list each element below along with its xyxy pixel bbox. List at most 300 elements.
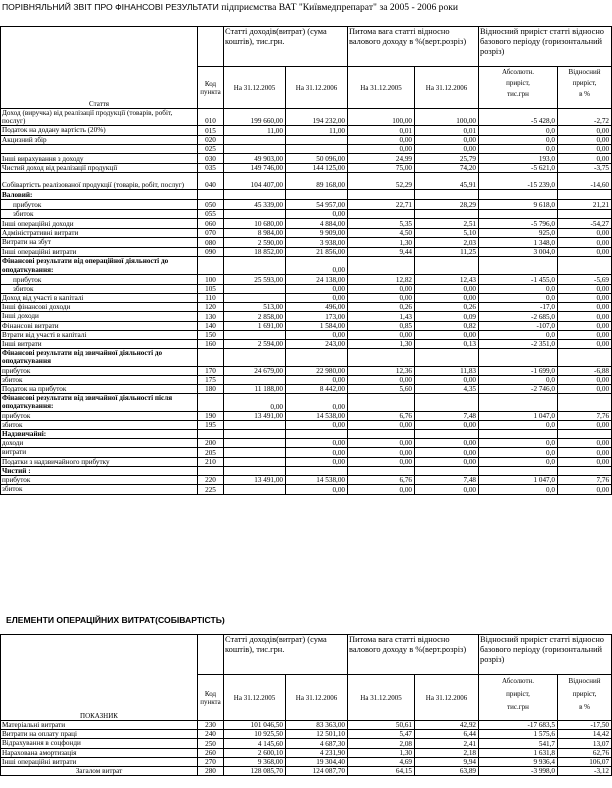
- cell-p2: 2,18: [415, 748, 479, 757]
- table-row: [1, 173, 612, 190]
- cell-abs: 0,0: [479, 126, 558, 135]
- cell-v2: 11,00: [286, 126, 348, 135]
- cell-v2: 83 363,00: [286, 721, 348, 730]
- table-row: [1, 366, 612, 375]
- cell-v2: 4 884,00: [286, 219, 348, 229]
- cell-p2: 0,00: [415, 485, 479, 494]
- row-label: Інші операційні витрати: [1, 757, 198, 766]
- cell-p1: [348, 210, 415, 219]
- cell-p1: 0,00: [348, 330, 415, 339]
- cell-p2: 12,43: [415, 274, 479, 284]
- header-absolute-sub: приріст,: [506, 79, 530, 87]
- cell-p1: 1,30: [348, 748, 415, 757]
- cell-code: 105: [198, 284, 224, 293]
- cell-code: 190: [198, 411, 224, 420]
- header-share-date-2005: На 31.12.2005: [348, 675, 415, 721]
- cell-p1: 6,76: [348, 411, 415, 420]
- table-row: [1, 294, 612, 303]
- cell-abs: [479, 210, 558, 219]
- cell-abs: -2 351,0: [479, 340, 558, 349]
- cell-p2: 11,25: [415, 247, 479, 256]
- table-row: [1, 247, 612, 256]
- header-absolute-label: Абсолютн.: [502, 677, 534, 685]
- cell-v2: [286, 349, 348, 366]
- cell-rel: -54,27: [558, 219, 612, 229]
- table-row: [1, 420, 612, 429]
- header-horizontal-growth: Відносний приріст статті відносно базового періоду (горизонтальний розріз): [479, 27, 612, 67]
- header-date-2005: На 31.12.2005: [224, 675, 286, 721]
- table-row: [1, 430, 612, 439]
- cell-v2: 496,00: [286, 303, 348, 312]
- cell-v1: [224, 457, 286, 466]
- row-label: прибуток: [1, 411, 198, 420]
- cell-p2: 2,03: [415, 238, 479, 247]
- cell-code: 170: [198, 366, 224, 375]
- header-absolute-label: Абсолютн.: [502, 68, 534, 76]
- table-row: [1, 256, 612, 274]
- cell-abs: -17 683,5: [479, 721, 558, 730]
- cell-v1: [224, 466, 286, 475]
- cell-v1: 2 600,10: [224, 748, 286, 757]
- table-row: [1, 394, 612, 411]
- cell-abs: 0,0: [479, 485, 558, 494]
- cell-v1: 101 046,50: [224, 721, 286, 730]
- cell-v2: 0,00: [286, 394, 348, 411]
- row-label: Чистий :: [1, 466, 198, 475]
- cell-v2: 3 938,00: [286, 238, 348, 247]
- header-amounts: Статті доходів(витрат) (сума коштів), тис.грн.: [224, 635, 348, 675]
- cell-rel: 0,00: [558, 144, 612, 153]
- cell-p1: 0,00: [348, 457, 415, 466]
- cell-p2: 0,00: [415, 457, 479, 466]
- cell-p2: [415, 394, 479, 411]
- cell-p1: 100,00: [348, 109, 415, 126]
- table-row: [1, 229, 612, 238]
- cell-abs: -2 746,0: [479, 385, 558, 394]
- cell-p2: 9,94: [415, 757, 479, 766]
- row-label: прибуток: [1, 274, 198, 284]
- cell-v2: 24 138,00: [286, 274, 348, 284]
- cell-abs: -1 699,0: [479, 366, 558, 375]
- cell-v1: 2 594,00: [224, 340, 286, 349]
- cell-p1: 6,76: [348, 476, 415, 485]
- table-row: [1, 748, 612, 757]
- cell-rel: 0,00: [558, 448, 612, 457]
- table-row: [1, 457, 612, 466]
- cell-v1: 18 852,00: [224, 247, 286, 256]
- cell-p2: 0,00: [415, 448, 479, 457]
- header-share-date-2006: На 31.12.2006: [415, 67, 479, 109]
- cell-p2: [415, 349, 479, 366]
- table-row: [1, 126, 612, 135]
- cell-abs: 0,0: [479, 439, 558, 448]
- cell-abs: 0,0: [479, 457, 558, 466]
- cell-code: 225: [198, 485, 224, 494]
- cell-v1: [224, 349, 286, 366]
- cell-p1: 22,71: [348, 200, 415, 210]
- table-row: [1, 210, 612, 219]
- cell-code: [198, 190, 224, 200]
- table-row: [1, 163, 612, 172]
- cell-p1: 0,00: [348, 485, 415, 494]
- cell-v2: 0,00: [286, 210, 348, 219]
- cell-rel: 0,00: [558, 284, 612, 293]
- cell-p2: [415, 430, 479, 439]
- cell-abs: 0,0: [479, 135, 558, 144]
- cell-rel: -3,12: [558, 767, 612, 776]
- cell-code: 270: [198, 757, 224, 766]
- cell-p2: 2,51: [415, 219, 479, 229]
- cell-v2: 9 909,00: [286, 229, 348, 238]
- cell-p1: 0,00: [348, 284, 415, 293]
- table-row: [1, 340, 612, 349]
- cell-v1: 13 491,00: [224, 476, 286, 485]
- cell-code: 015: [198, 126, 224, 135]
- table-row: [1, 721, 612, 730]
- cell-p1: 52,29: [348, 173, 415, 190]
- header-date-2006: На 31.12.2006: [286, 67, 348, 109]
- row-label: збиток: [1, 284, 198, 293]
- row-label: Інші операційні доходи: [1, 219, 198, 229]
- table-row: [1, 284, 612, 293]
- cell-rel: 0,00: [558, 238, 612, 247]
- cell-p1: 4,50: [348, 229, 415, 238]
- cell-v1: [224, 448, 286, 457]
- cell-v2: [286, 144, 348, 153]
- cell-rel: 14,42: [558, 730, 612, 739]
- cell-p1: 0,00: [348, 439, 415, 448]
- cell-p1: 0,00: [348, 420, 415, 429]
- cell-abs: 9 936,4: [479, 757, 558, 766]
- cell-abs: [479, 349, 558, 366]
- header-blank: [198, 27, 224, 67]
- cell-p2: 2,41: [415, 739, 479, 748]
- row-label: збиток: [1, 375, 198, 384]
- cell-rel: 0,00: [558, 135, 612, 144]
- cell-p2: 45,91: [415, 173, 479, 190]
- cell-v2: 0,00: [286, 420, 348, 429]
- cell-v1: 45 339,00: [224, 200, 286, 210]
- cell-v2: 124 087,70: [286, 767, 348, 776]
- header-amounts: Статті доходів(витрат) (сума коштів), тис.грн.: [224, 27, 348, 67]
- cell-p1: [348, 190, 415, 200]
- cell-p1: 64,15: [348, 767, 415, 776]
- row-label: Матеріальні витрати: [1, 721, 198, 730]
- cell-p2: 7,48: [415, 411, 479, 420]
- cell-v2: 14 538,00: [286, 411, 348, 420]
- cell-abs: -3 998,0: [479, 767, 558, 776]
- cell-code: 035: [198, 163, 224, 172]
- cell-abs: [479, 430, 558, 439]
- cell-code: 195: [198, 420, 224, 429]
- cell-code: 205: [198, 448, 224, 457]
- row-label: прибуток: [1, 200, 198, 210]
- cell-abs: 1 047,0: [479, 411, 558, 420]
- report-title-period: за 2005 - 2006 роки: [379, 2, 459, 13]
- cell-p1: [348, 394, 415, 411]
- row-label: Фінансові результати від звичайної діяльності до оподаткування: [1, 349, 198, 366]
- cell-abs: [479, 190, 558, 200]
- cell-rel: 7,76: [558, 411, 612, 420]
- table-row: [1, 200, 612, 210]
- header-code: Код пункта: [198, 675, 224, 721]
- cell-v2: 4 687,30: [286, 739, 348, 748]
- cell-p2: 0,00: [415, 439, 479, 448]
- cell-p2: 100,00: [415, 109, 479, 126]
- cell-abs: 193,0: [479, 153, 558, 163]
- cell-code: 025: [198, 144, 224, 153]
- cell-code: 055: [198, 210, 224, 219]
- cell-abs: [479, 394, 558, 411]
- cell-rel: 21,21: [558, 200, 612, 210]
- cell-v2: 54 957,00: [286, 200, 348, 210]
- cell-abs: 1 575,6: [479, 730, 558, 739]
- cell-p1: 12,82: [348, 274, 415, 284]
- cell-abs: 0,0: [479, 284, 558, 293]
- cell-rel: 0,00: [558, 247, 612, 256]
- cell-v2: 4 231,90: [286, 748, 348, 757]
- cell-p1: 5,47: [348, 730, 415, 739]
- cell-abs: 3 004,0: [479, 247, 558, 256]
- cell-p1: 24,99: [348, 153, 415, 163]
- cell-p2: 0,13: [415, 340, 479, 349]
- header-relative-unit: в %: [579, 90, 590, 98]
- cell-code: 080: [198, 238, 224, 247]
- cell-rel: 0,00: [558, 229, 612, 238]
- row-label: збиток: [1, 485, 198, 494]
- cell-rel: 0,00: [558, 439, 612, 448]
- cell-p2: 0,00: [415, 284, 479, 293]
- table-row: [1, 739, 612, 748]
- cell-rel: 0,00: [558, 420, 612, 429]
- cell-rel: -3,75: [558, 163, 612, 172]
- cell-rel: -5,69: [558, 274, 612, 284]
- cell-p1: 0,00: [348, 294, 415, 303]
- header-share-date-2005: На 31.12.2005: [348, 67, 415, 109]
- table-row: [1, 385, 612, 394]
- cell-p1: 1,30: [348, 238, 415, 247]
- cell-v2: 144 125,00: [286, 163, 348, 172]
- cell-v1: [224, 294, 286, 303]
- cell-v1: [224, 284, 286, 293]
- cell-p2: 0,00: [415, 294, 479, 303]
- cell-v1: [224, 135, 286, 144]
- cell-v2: 19 304,40: [286, 757, 348, 766]
- cell-code: 230: [198, 721, 224, 730]
- report-title-main: ПОРІВНЯЛЬНИЙ ЗВІТ ПРО ФІНАНСОВІ РЕЗУЛЬТАТИ: [2, 2, 219, 12]
- cell-abs: 0,0: [479, 294, 558, 303]
- header-absolute-growth: [479, 67, 558, 109]
- cell-v1: 49 903,00: [224, 153, 286, 163]
- cell-code: 220: [198, 476, 224, 485]
- cell-v1: 10 925,50: [224, 730, 286, 739]
- cell-abs: 1 348,0: [479, 238, 558, 247]
- cell-v1: 11 188,00: [224, 385, 286, 394]
- cell-abs: 9 618,0: [479, 200, 558, 210]
- cell-abs: -5 621,0: [479, 163, 558, 172]
- financial-results-table: [0, 26, 612, 495]
- cell-code: 120: [198, 303, 224, 312]
- table-row: [1, 312, 612, 321]
- cell-code: 060: [198, 219, 224, 229]
- cell-v2: 1 584,00: [286, 321, 348, 330]
- cell-abs: -15 239,0: [479, 173, 558, 190]
- cell-code: 280: [198, 767, 224, 776]
- header-date-2006: На 31.12.2006: [286, 675, 348, 721]
- table-row: [1, 476, 612, 485]
- cell-code: 250: [198, 739, 224, 748]
- cell-code: 150: [198, 330, 224, 339]
- table-row: [1, 730, 612, 739]
- cell-p2: 5,10: [415, 229, 479, 238]
- cell-abs: 0,0: [479, 448, 558, 457]
- header-relative-label: Відносний: [568, 68, 601, 76]
- cell-abs: 1 631,8: [479, 748, 558, 757]
- cell-p2: 0,09: [415, 312, 479, 321]
- row-label: Відрахування в соцфонди: [1, 739, 198, 748]
- cell-rel: 13,07: [558, 739, 612, 748]
- cell-p1: 50,61: [348, 721, 415, 730]
- report-title: [2, 2, 612, 13]
- cell-v1: [224, 256, 286, 274]
- cell-rel: -14,60: [558, 173, 612, 190]
- cell-v1: 25 593,00: [224, 274, 286, 284]
- cell-v1: 24 679,00: [224, 366, 286, 375]
- header-date-2005: На 31.12.2005: [224, 67, 286, 109]
- row-label: Інші вирахування з доходу: [1, 153, 198, 163]
- row-label: Витрати на збут: [1, 238, 198, 247]
- cell-p1: 9,44: [348, 247, 415, 256]
- cell-rel: 0,00: [558, 303, 612, 312]
- cell-rel: 0,00: [558, 457, 612, 466]
- cell-p1: 0,00: [348, 375, 415, 384]
- cell-abs: [479, 466, 558, 475]
- table-row: [1, 144, 612, 153]
- cell-v1: 128 085,70: [224, 767, 286, 776]
- row-label: Загалом витрат: [1, 767, 198, 776]
- row-label: Чистий доход від реалізації продукції: [1, 163, 198, 172]
- cell-p2: 0,26: [415, 303, 479, 312]
- header-blank: [1, 27, 198, 67]
- cell-p1: 0,00: [348, 135, 415, 144]
- cell-v2: 0,00: [286, 294, 348, 303]
- cell-p1: [348, 256, 415, 274]
- row-label: Собівартість реалізованої продукції (товарів, робіт, послуг): [1, 173, 198, 190]
- cell-p1: 0,26: [348, 303, 415, 312]
- header-absolute-unit: тис.грн: [507, 90, 529, 98]
- cell-code: 260: [198, 748, 224, 757]
- cell-p2: [415, 210, 479, 219]
- cell-p1: [348, 466, 415, 475]
- header-indicator: ПОКАЗНИК: [1, 675, 198, 721]
- cell-v1: [224, 210, 286, 219]
- table-row: [1, 485, 612, 494]
- cell-code: [198, 394, 224, 411]
- row-label: Фінансові витрати: [1, 321, 198, 330]
- cell-p2: 25,79: [415, 153, 479, 163]
- row-label: Податок на прибуток: [1, 385, 198, 394]
- table-row: [1, 321, 612, 330]
- cell-v2: [286, 430, 348, 439]
- header-item: Стаття: [1, 67, 198, 109]
- cell-p2: [415, 190, 479, 200]
- table-row: [1, 190, 612, 200]
- table-row: [1, 767, 612, 776]
- cell-v2: 243,00: [286, 340, 348, 349]
- cell-code: 130: [198, 312, 224, 321]
- row-label: збиток: [1, 210, 198, 219]
- cell-p1: 4,69: [348, 757, 415, 766]
- row-label: збиток: [1, 420, 198, 429]
- table-row: [1, 153, 612, 163]
- cell-rel: [558, 394, 612, 411]
- cell-v2: 194 232,00: [286, 109, 348, 126]
- report-title-company: підприємства ВАТ "Київмедпрепарат": [221, 2, 377, 13]
- table-row: [1, 439, 612, 448]
- cell-code: 180: [198, 385, 224, 394]
- row-label: Фінансові результати від операційної діяльності до оподаткування:: [1, 256, 198, 274]
- table-row: [1, 411, 612, 420]
- row-label: Податки з надзвичайного прибутку: [1, 457, 198, 466]
- row-label: Інші фінансові доходи: [1, 303, 198, 312]
- cell-rel: 0,00: [558, 330, 612, 339]
- row-label: Втрати від участі в капіталі: [1, 330, 198, 339]
- cell-rel: 0,00: [558, 321, 612, 330]
- header-relative-label: Відносний: [568, 677, 601, 685]
- header-absolute-unit: тис.грн: [507, 703, 529, 711]
- cell-rel: 0,00: [558, 340, 612, 349]
- table-row: [1, 448, 612, 457]
- cell-p2: 0,82: [415, 321, 479, 330]
- cell-p1: 0,01: [348, 126, 415, 135]
- cell-v1: 4 145,60: [224, 739, 286, 748]
- table-row: [1, 303, 612, 312]
- cell-p1: 12,36: [348, 366, 415, 375]
- cell-p2: [415, 256, 479, 274]
- row-label: Інші доходи: [1, 312, 198, 321]
- row-label: прибуток: [1, 366, 198, 375]
- cell-v1: [224, 144, 286, 153]
- row-label: Акцизний збір: [1, 135, 198, 144]
- cell-abs: 541,7: [479, 739, 558, 748]
- cell-v2: 22 980,00: [286, 366, 348, 375]
- cell-p2: 11,83: [415, 366, 479, 375]
- cell-v1: 199 660,00: [224, 109, 286, 126]
- table-row: [1, 349, 612, 366]
- cell-v2: 0,00: [286, 448, 348, 457]
- cell-v1: 10 680,00: [224, 219, 286, 229]
- row-label: витрати: [1, 448, 198, 457]
- cell-code: 210: [198, 457, 224, 466]
- operating-costs-table: [0, 634, 612, 776]
- cell-rel: 0,00: [558, 294, 612, 303]
- cell-v1: [224, 485, 286, 494]
- cell-code: 070: [198, 229, 224, 238]
- row-label: прибуток: [1, 476, 198, 485]
- cell-p1: [348, 430, 415, 439]
- row-label: Витрати на оплату праці: [1, 730, 198, 739]
- cell-code: 020: [198, 135, 224, 144]
- row-label: Інші витрати: [1, 340, 198, 349]
- cell-p1: 75,00: [348, 163, 415, 172]
- cell-code: [198, 349, 224, 366]
- table-row: [1, 238, 612, 247]
- row-label: Доход від участі в капіталі: [1, 294, 198, 303]
- row-label: Фінансові результати від звичайної діяльності після оподаткування:: [1, 394, 198, 411]
- cell-p2: [415, 466, 479, 475]
- cell-p1: 5,60: [348, 385, 415, 394]
- cell-abs: 0,0: [479, 375, 558, 384]
